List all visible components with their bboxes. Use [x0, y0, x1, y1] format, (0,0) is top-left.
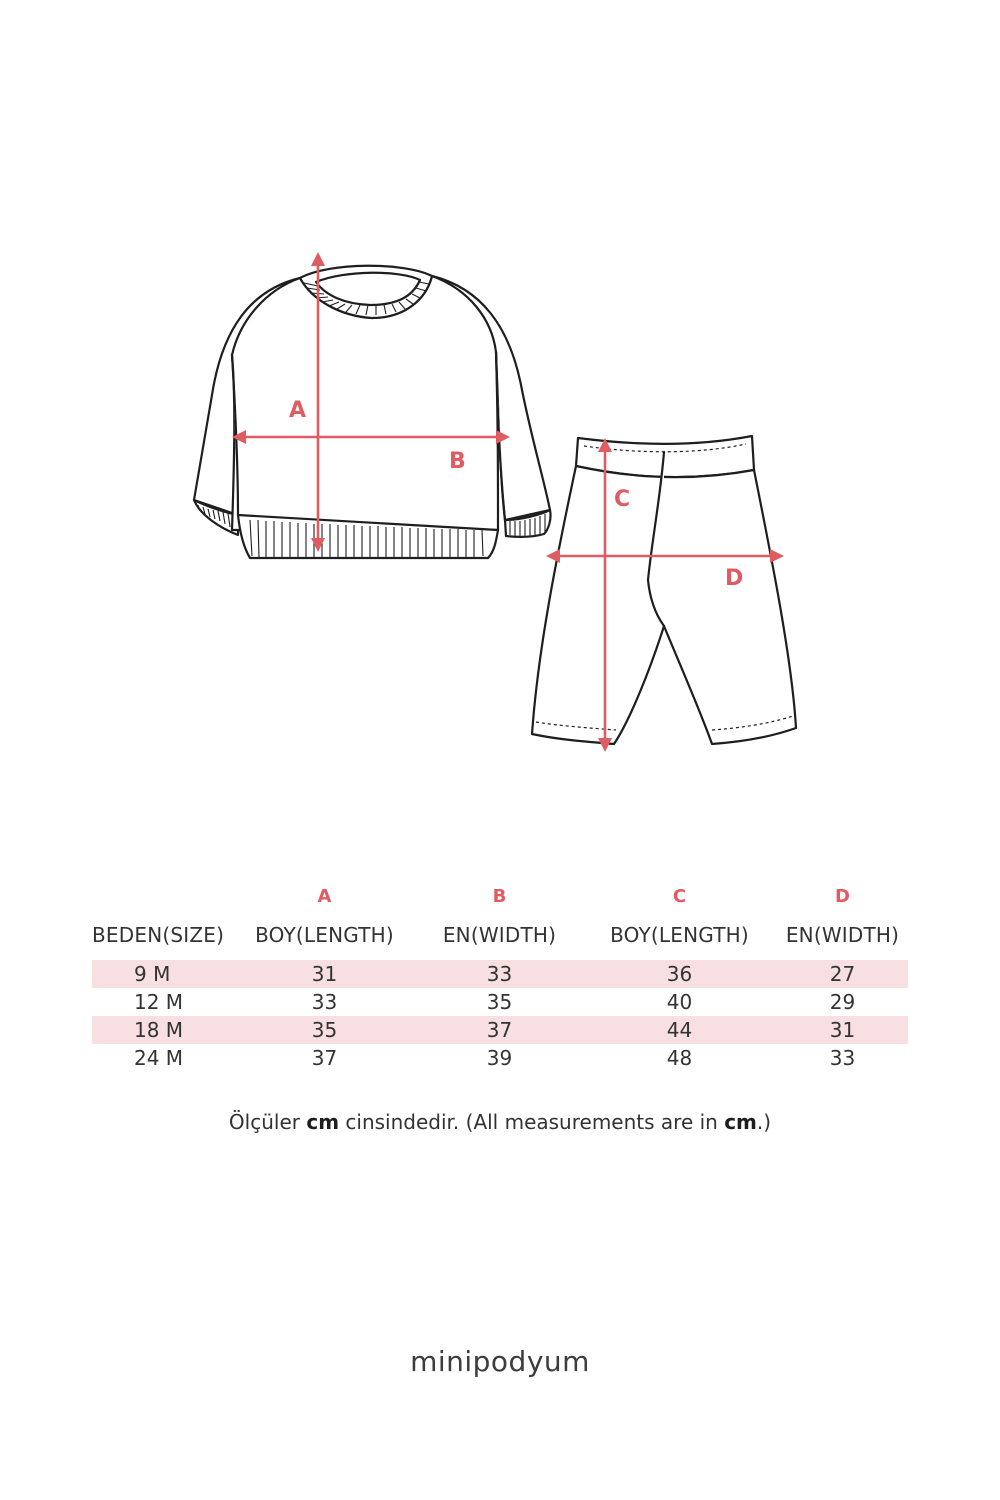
note-unit: cm — [724, 1110, 757, 1134]
table-cell: 9 M — [134, 962, 171, 986]
header-cell: BOY(LENGTH) — [255, 923, 394, 947]
header-cell: EN(WIDTH) — [442, 923, 557, 947]
table-cell: 33 — [311, 990, 338, 1014]
table-row — [92, 988, 908, 1016]
label-d: D — [725, 566, 744, 591]
table-row — [92, 1044, 908, 1072]
letter-cell: C — [672, 885, 687, 907]
letter-cell: B — [492, 885, 507, 907]
sweatshirt-drawing — [194, 266, 551, 558]
table-cell: 37 — [311, 1046, 338, 1070]
table-cell: 29 — [829, 990, 856, 1014]
table-cell: 31 — [311, 962, 338, 986]
header-cell: BOY(LENGTH) — [610, 923, 749, 947]
letter-cell: D — [835, 885, 850, 907]
table-cell: 35 — [486, 990, 513, 1014]
table-cell: 35 — [311, 1018, 338, 1042]
table-row — [92, 960, 908, 988]
measurement-note — [0, 1110, 1000, 1134]
table-cell: 44 — [666, 1018, 693, 1042]
table-cell: 12 M — [134, 990, 184, 1014]
table-cell: 33 — [829, 1046, 856, 1070]
header-cell: EN(WIDTH) — [785, 923, 900, 947]
note-text: .) — [756, 1110, 772, 1134]
note-unit: cm — [306, 1110, 340, 1134]
label-b: B — [449, 449, 466, 474]
size-table — [92, 878, 908, 1072]
table-row — [92, 1016, 908, 1044]
header-cell: BEDEN(SIZE) — [92, 923, 225, 947]
table-cell: 31 — [829, 1018, 856, 1042]
shorts-drawing — [532, 436, 796, 744]
note-text: Ölçüler — [228, 1110, 307, 1134]
table-cell: 18 M — [134, 1018, 184, 1042]
label-a: A — [289, 398, 307, 423]
table-cell: 40 — [666, 990, 693, 1014]
table-cell: 27 — [829, 962, 856, 986]
table-cell: 48 — [666, 1046, 693, 1070]
table-cell: 24 M — [134, 1046, 184, 1070]
table-header-row — [92, 914, 908, 956]
table-cell: 39 — [486, 1046, 513, 1070]
brand-logo: minipodyum — [410, 1345, 590, 1378]
letter-cell: A — [317, 885, 332, 907]
table-letter-row — [92, 878, 908, 914]
note-text: cinsindedir. (All measurements are in — [339, 1110, 725, 1134]
table-cell: 36 — [666, 962, 693, 986]
label-c: C — [614, 487, 631, 512]
table-cell: 33 — [486, 962, 513, 986]
table-cell: 37 — [486, 1018, 513, 1042]
